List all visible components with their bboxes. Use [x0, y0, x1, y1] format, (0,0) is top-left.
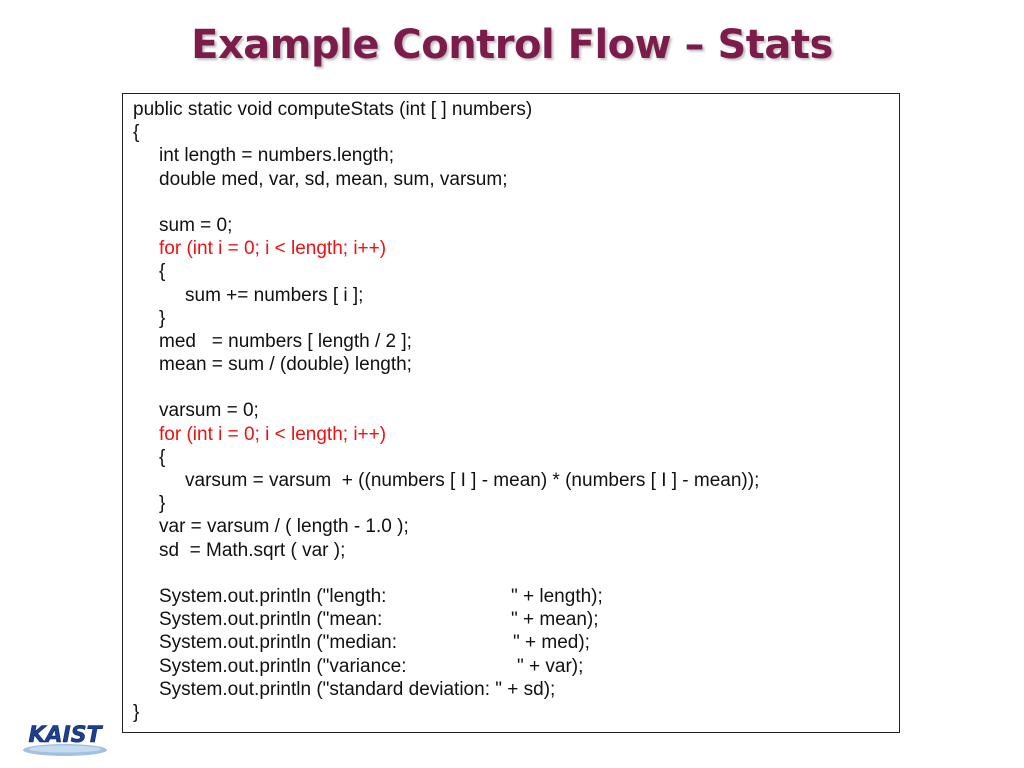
code-text: } [159, 493, 166, 515]
blank-line [133, 562, 899, 585]
code-line [133, 260, 899, 283]
kaist-logo-icon [20, 712, 110, 760]
code-text: sd = Math.sqrt ( var ); [159, 539, 346, 561]
code-line [133, 284, 899, 307]
code-line [133, 307, 899, 330]
code-line [133, 353, 899, 376]
code-line [133, 423, 899, 446]
code-text-tail: " + var); [517, 655, 584, 677]
code-text: System.out.println ("median: [159, 632, 398, 654]
code-text: } [159, 307, 166, 329]
code-line [133, 237, 899, 260]
code-line [133, 214, 899, 237]
code-line [133, 168, 899, 191]
code-text: sum += numbers [ i ]; [185, 284, 364, 306]
code-text: varsum = varsum + ((numbers [ I ] - mean) * (numbers [ I ] - mean)); [185, 470, 760, 491]
code-line [133, 608, 899, 631]
code-line [133, 585, 899, 608]
code-line [133, 492, 899, 515]
code-text: int length = numbers.length; [159, 145, 395, 167]
code-line [133, 678, 899, 701]
code-text: for (int i = 0; i < length; i++) [159, 238, 387, 260]
code-text: System.out.println ("variance: [159, 655, 407, 677]
code-listing [122, 93, 900, 733]
code-line [133, 330, 899, 353]
code-text: sum = 0; [159, 214, 233, 236]
code-line [133, 515, 899, 538]
code-text: varsum = 0; [159, 400, 259, 422]
code-text: var = varsum / ( length - 1.0 ); [159, 516, 409, 538]
code-line [133, 144, 899, 167]
code-text: med = numbers [ length / 2 ]; [159, 330, 412, 352]
code-line [133, 655, 899, 678]
code-line [133, 98, 899, 121]
code-text: { [133, 122, 140, 144]
slide-title: Example Control Flow – Stats [191, 22, 833, 68]
code-text: mean = sum / (double) length; [159, 354, 412, 376]
code-line [133, 701, 899, 724]
code-text: { [159, 261, 166, 283]
code-text: } [133, 701, 140, 723]
code-line [133, 121, 899, 144]
code-text: System.out.println ("standard deviation: " + sd); [159, 678, 556, 700]
code-text-tail: " + mean); [511, 609, 599, 631]
code-line [133, 399, 899, 422]
code-text: System.out.println ("mean: [159, 609, 383, 631]
code-text: System.out.println ("length: [159, 585, 387, 607]
code-text-tail: " + med); [513, 632, 590, 654]
kaist-logo-text: KAIST [28, 723, 102, 748]
blank-line [133, 191, 899, 214]
code-line [133, 469, 899, 492]
code-text-tail: " + length); [511, 585, 603, 607]
code-text: double med, var, sd, mean, sum, varsum; [159, 168, 508, 190]
code-text: { [159, 446, 166, 468]
code-line [133, 539, 899, 562]
blank-line [133, 376, 899, 399]
code-text: for (int i = 0; i < length; i++) [159, 423, 387, 445]
code-line [133, 446, 899, 469]
code-line [133, 631, 899, 654]
code-text: public static void computeStats (int [ ] numbers) [133, 99, 533, 120]
